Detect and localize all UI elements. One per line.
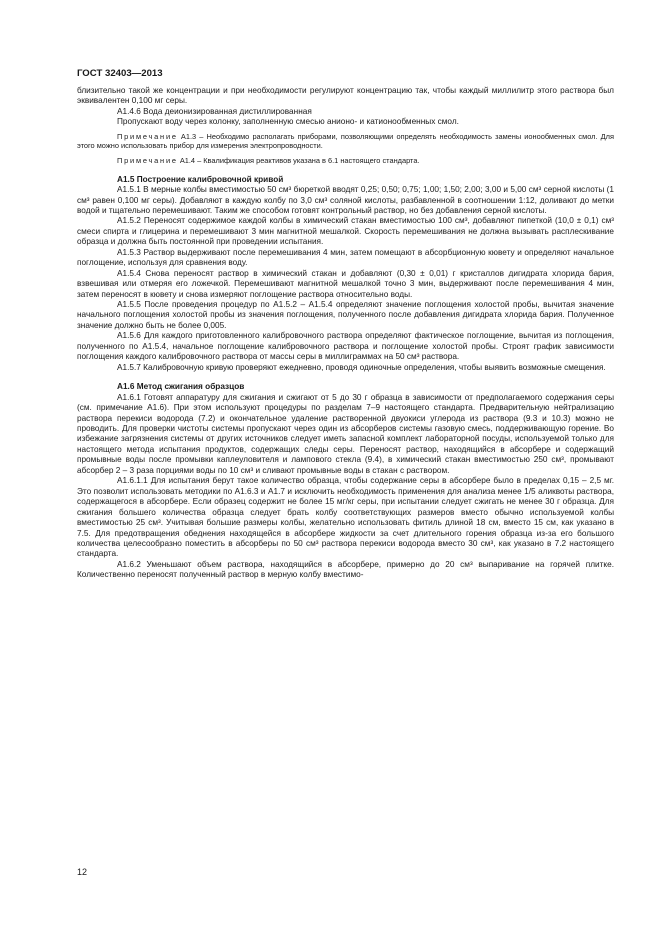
paragraph: А1.6.1 Готовят аппаратуру для сжигания и сжигают от 5 до 30 г образца в зависимости от предполагаемого содержания серы (см. примечание А1.6). При этом используют процедуры по разделам 7–9 настоящего стандарта. Предварительную нейтрализацию раствора перекиси водорода (7.2) и окончательное удаление растворенной двуокиси углерода из раствора (9.3 и 10.3) можно не проводить. Для проверки чистоты системы пропускают через один из абсорберов системы газовую смесь, поддерживающую горение. Во избежание загрязнения системы от других источников следует иметь запасной комплект лабораторной посуды, используемой только для настоящего метода испытания продуктов, содержащих следы серы. Переносят раствор, находящийся в абсорбере и содержащий промывные воды после промывки каплеуловителя и лампового стекла (9.4), в химический стакан вместимостью 250 см³, промывают абсорбер 2 – 3 раза порциями воды по 10 см³ и сливают промывные воды в стакан с раствором. xyxy=(77,392,614,475)
paragraph: Пропускают воду через колонку, заполненную смесью анионо- и катионообменных смол. xyxy=(117,117,459,127)
note-text: А1.4 – Квалификация реактивов указана в 6.1 настоящего стандарта. xyxy=(177,156,420,165)
section-heading-a15: А1.5 Построение калибровочной кривой xyxy=(117,174,284,184)
paragraph: А1.6.2 Уменьшают объем раствора, находящийся в абсорбере, примерно до 20 см³ выпаривание на горячей плитке. Количественно переносят полученный раствор в мерную колбу вместимо- xyxy=(77,559,614,580)
paragraph: А1.5.4 Снова переносят раствор в химический стакан и добавляют (0,30 ± 0,01) г кристаллов дигидрата хлорида бария, взвешивая или отмеряя его ложечкой. Перемешивают магнитной мешалкой точно 3 мин, выдерживают после перемешивания 4 мин, затем переносят в кювету и снова измеряют поглощение раствора относительно воды. xyxy=(77,268,614,299)
note-text: А1.3 – Необходимо располагать приборами, позволяющими определять необходимость замены ионообменных смол. Для этого можно использовать прибор для измерения электропроводности. xyxy=(77,131,614,151)
paragraph: А1.5.6 Для каждого приготовленного калибровочного раствора определяют фактическое поглощение, вычитая из поглощения, полученного по А1.5.4, начальное поглощение калибровочного раствора и поглощение холостой пробы. Строят график зависимости поглощения каждого калибровочного раствора от массы серы в миллиграммах на 50 см³ раствора. xyxy=(77,331,614,362)
paragraph: А1.6.1.1 Для испытания берут такое количество образца, чтобы содержание серы в абсорбере было в пределах 0,15 – 2,5 мг. Это позволит использовать методики по А1.6.3 и А1.7 и исключить необходимость применения для анализа менее 1/5 аликвоты раствора, содержащегося в абсорбере. Если образец содержит не более 15 мг/кг серы, при испытании следует сжигать не менее 30 г образца. Для сжигания большего количества образца следует брать колбу соответствующих размеров вместо обычно используемой колбы вместимостью 25 см³. Учитывая большие размеры колбы, желательно использовать фитиль длиной 18 см, вместо 15 см, как указано в 7.5. Для предотвращения обеднения находящейся в абсорбере жидкости за счет длительного горения образца из-за его большого количества целесообразно поместить в абсорберы по 50 см³ раствора перекиси водорода вместо 30 см³, как указано в 7.2 настоящего стандарта. xyxy=(77,476,614,559)
paragraph: А1.5.3 Раствор выдерживают после перемешивания 4 мин, затем помещают в абсорбционную кювету и определяют начальное поглощение, используя для сравнения воду. xyxy=(77,247,614,268)
paragraph: А1.5.7 Калибровочную кривую проверяют ежедневно, проводя одиночные определения, чтобы выявить возможные смещения. xyxy=(117,362,606,372)
note-label: Примечание xyxy=(117,131,178,141)
paragraph: А1.5.2 Переносят содержимое каждой колбы в химический стакан вместимостью 100 см³, добавляют пипеткой (10,0 ± 0,1) см³ смеси спирта и глицерина и перемешивают 3 мин магнитной мешалкой. Скорость перемешивания не должна вызывать расплескивание образца и должна быть постоянной при проведении испытания. xyxy=(77,216,614,247)
paragraph: А1.5.1 В мерные колбы вместимостью 50 см³ бюреткой вводят 0,25; 0,50; 0,75; 1,00; 1,50; 2,00; 3,00 и 5,00 см³ серной кислоты (1 см³ равен 0,100 мг серы). Добавляют в каждую колбу по 3,0 см³ соляной кислоты, разбавленной в соотношении 1:12, доливают до метки водой и тщательно перемешивают. Таким же способом готовят контрольный раствор, но без добавления серной кислоты. xyxy=(77,185,614,215)
note-label: Примечание xyxy=(117,156,178,165)
paragraph: А1.5.5 После проведения процедур по А1.5.2 – А1.5.4 определяют значение поглощения холостой пробы, вычитая значение начального поглощения холостой пробы из значения поглощения, полученного после добавления дигидрата хлорида бария. Полученное значение должно быть не более 0,005. xyxy=(77,300,614,330)
page-number: 12 xyxy=(77,867,88,877)
paragraph: А1.4.6 Вода деионизированная дистиллированная xyxy=(117,106,312,116)
note-a14 xyxy=(77,156,614,166)
document-body xyxy=(77,86,614,581)
section-heading-a16: А1.6 Метод сжигания образцов xyxy=(117,382,245,392)
paragraph: близительно такой же концентрации и при необходимости регулируют концентрацию так, чтобы каждый миллилитр этого раствора был эквивалентен 0,100 мг серы. xyxy=(77,86,614,106)
page-header-standard: ГОСТ 32403—2013 xyxy=(77,68,163,79)
note-a13 xyxy=(77,132,614,151)
